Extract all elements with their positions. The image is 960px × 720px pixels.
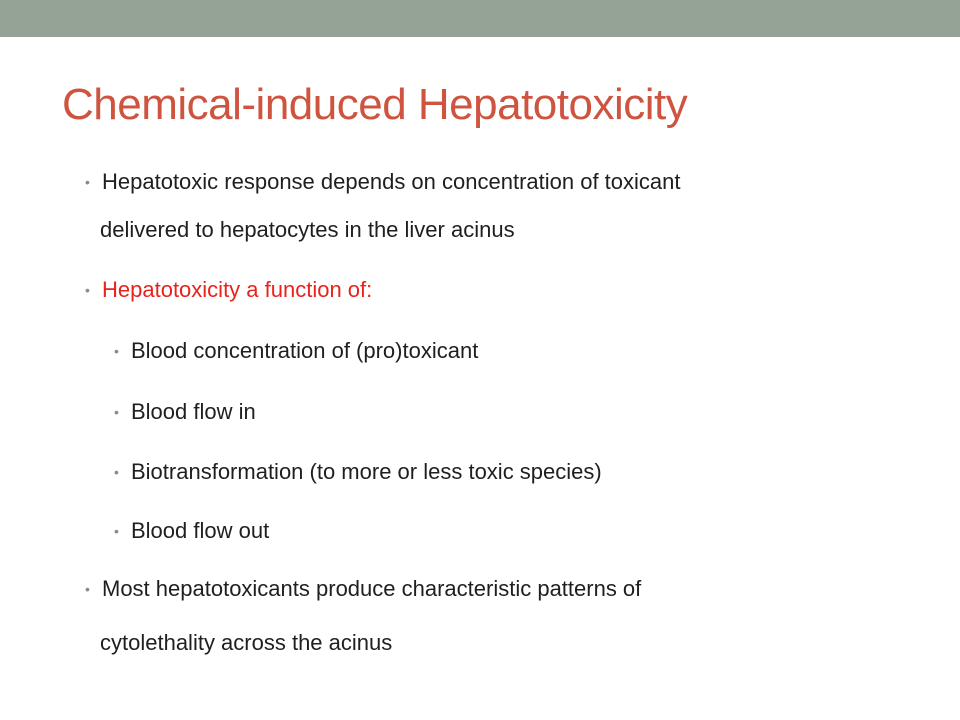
bullet-dot-icon: • bbox=[114, 343, 119, 359]
bullet-dot-icon: • bbox=[85, 282, 90, 298]
sub-bullet-item-2 bbox=[114, 388, 256, 436]
bullet-text-line: Blood flow out bbox=[131, 518, 270, 543]
slide-title: Chemical-induced Hepatotoxicity bbox=[62, 80, 688, 129]
bullet-item-1 bbox=[85, 158, 681, 206]
sub-bullet-item-3 bbox=[114, 448, 602, 496]
sub-bullet-item-4 bbox=[114, 507, 270, 555]
bullet-text-line: delivered to hepatocytes in the liver acinus bbox=[100, 217, 515, 242]
bullet-dot-icon: • bbox=[114, 404, 119, 420]
bullet-text-line: Biotransformation (to more or less toxic species) bbox=[131, 459, 602, 484]
bullet-dot-icon: • bbox=[85, 174, 90, 190]
bullet-item-3 bbox=[85, 565, 642, 613]
bullet-text-line: Blood concentration of (pro)toxicant bbox=[131, 338, 479, 363]
bullet-dot-icon: • bbox=[114, 523, 119, 539]
bullet-item-1-continuation bbox=[100, 206, 515, 254]
bullet-text-line: Blood flow in bbox=[131, 399, 256, 424]
bullet-text-line: Hepatotoxicity a function of: bbox=[102, 277, 373, 302]
top-accent-bar bbox=[0, 0, 960, 37]
bullet-text-line: cytolethality across the acinus bbox=[100, 630, 393, 655]
bullet-text-line: Hepatotoxic response depends on concentration of toxicant bbox=[102, 169, 681, 194]
sub-bullet-item-1 bbox=[114, 327, 479, 375]
bullet-text-line: Most hepatotoxicants produce characteristic patterns of bbox=[102, 576, 642, 601]
bullet-dot-icon: • bbox=[85, 581, 90, 597]
bullet-item-3-continuation bbox=[100, 619, 392, 667]
bullet-dot-icon: • bbox=[114, 464, 119, 480]
bullet-item-2 bbox=[85, 266, 373, 314]
